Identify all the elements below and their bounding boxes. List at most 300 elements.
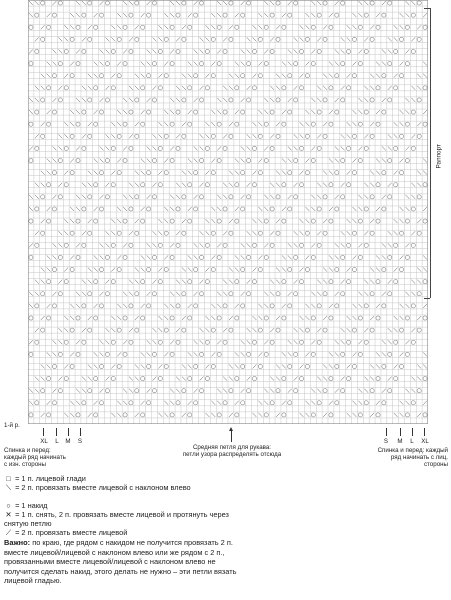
yarn-over-stitch (88, 389, 92, 393)
yarn-over-stitch (270, 340, 274, 344)
yarn-over-stitch (305, 364, 309, 368)
yarn-over-stitch (376, 377, 380, 381)
yarn-over-stitch (223, 243, 227, 247)
yarn-over-stitch (382, 13, 386, 17)
yarn-over-stitch (370, 1, 374, 5)
yarn-over-stitch (141, 183, 145, 187)
yarn-over-stitch (217, 352, 221, 356)
yarn-over-stitch (352, 231, 356, 235)
yarn-over-stitch (141, 413, 145, 417)
yarn-over-stitch (176, 401, 180, 405)
yarn-over-stitch (170, 255, 174, 259)
yarn-over-stitch (405, 352, 409, 356)
yarn-over-stitch (105, 158, 109, 162)
yarn-over-stitch (188, 219, 192, 223)
size-tick (386, 428, 387, 436)
yarn-over-stitch (170, 219, 174, 223)
yarn-over-stitch (399, 74, 403, 78)
yarn-over-stitch (252, 377, 256, 381)
yarn-over-stitch (188, 183, 192, 187)
yarn-over-stitch (335, 401, 339, 405)
yarn-over-stitch (299, 146, 303, 150)
yarn-over-stitch (82, 13, 86, 17)
legend-continued (4, 501, 244, 586)
yarn-over-stitch (217, 158, 221, 162)
yarn-over-stitch (58, 158, 62, 162)
yarn-over-stitch (88, 328, 92, 332)
yarn-over-stitch (358, 219, 362, 223)
size-tick (412, 428, 413, 436)
legend-item (4, 474, 244, 483)
yarn-over-stitch (41, 328, 45, 332)
yarn-over-stitch (305, 231, 309, 235)
yarn-over-stitch (99, 110, 103, 114)
yarn-over-stitch (135, 1, 139, 5)
yarn-over-stitch (217, 255, 221, 259)
yarn-over-stitch (352, 171, 356, 175)
yarn-over-stitch (52, 268, 56, 272)
yarn-over-stitch (52, 74, 56, 78)
size-tick (80, 428, 81, 436)
yarn-over-stitch (99, 268, 103, 272)
yarn-over-stitch (229, 134, 233, 138)
yarn-over-stitch (70, 231, 74, 235)
size-marker-xl: XL (40, 438, 48, 445)
yarn-over-stitch (35, 110, 39, 114)
yarn-over-stitch (111, 49, 115, 53)
yarn-over-stitch (164, 268, 168, 272)
yarn-over-stitch (82, 146, 86, 150)
yarn-over-stitch (105, 1, 109, 5)
yarn-over-stitch (217, 316, 221, 320)
yarn-over-stitch (152, 98, 156, 102)
yarn-over-stitch (382, 207, 386, 211)
yarn-over-stitch (229, 1, 233, 5)
yarn-over-stitch (105, 255, 109, 259)
yarn-over-stitch (82, 340, 86, 344)
yarn-over-stitch (94, 219, 98, 223)
yarn-over-stitch (194, 207, 198, 211)
yarn-over-stitch (170, 25, 174, 29)
yarn-over-stitch (347, 243, 351, 247)
yarn-over-stitch (88, 1, 92, 5)
yarn-over-stitch (52, 401, 56, 405)
yarn-over-stitch (52, 13, 56, 17)
yarn-over-stitch (370, 231, 374, 235)
yarn-over-stitch (329, 280, 333, 284)
yarn-over-stitch (235, 280, 239, 284)
yarn-over-stitch (105, 98, 109, 102)
legend-item (4, 510, 244, 528)
size-tick (56, 428, 57, 436)
yarn-over-stitch (176, 146, 180, 150)
yarn-over-stitch (64, 86, 68, 90)
yarn-over-stitch (294, 352, 298, 356)
repeat-bracket-top (424, 8, 430, 9)
yarn-over-stitch (188, 122, 192, 126)
yarn-over-stitch (47, 280, 51, 284)
size-tick (43, 428, 44, 436)
yarn-over-stitch (135, 328, 139, 332)
yarn-over-stitch (35, 49, 39, 53)
yarn-over-stitch (364, 49, 368, 53)
yarn-over-stitch (347, 146, 351, 150)
yarn-over-stitch (76, 316, 80, 320)
yarn-over-stitch (158, 49, 162, 53)
yarn-over-stitch (335, 74, 339, 78)
yarn-over-stitch (117, 231, 121, 235)
yarn-over-stitch (141, 122, 145, 126)
yarn-over-stitch (52, 304, 56, 308)
yarn-over-stitch (223, 13, 227, 17)
legend-item (4, 483, 244, 492)
legend-text: = 2 п. провязать вместе лицевой с наклоном влево (15, 483, 191, 492)
yarn-over-stitch (35, 304, 39, 308)
yarn-over-stitch (311, 316, 315, 320)
yarn-over-stitch (347, 86, 351, 90)
yarn-over-stitch (158, 280, 162, 284)
yarn-over-stitch (411, 13, 415, 17)
yarn-over-stitch (64, 340, 68, 344)
yarn-over-stitch (152, 255, 156, 259)
yarn-over-stitch (311, 255, 315, 259)
yarn-over-stitch (252, 183, 256, 187)
yarn-over-stitch (270, 146, 274, 150)
yarn-over-stitch (270, 243, 274, 247)
yarn-over-stitch (423, 183, 427, 187)
yarn-over-stitch (411, 401, 415, 405)
yarn-over-stitch (176, 13, 180, 17)
yarn-over-stitch (411, 340, 415, 344)
yarn-over-stitch (305, 134, 309, 138)
yarn-over-stitch (182, 195, 186, 199)
yarn-over-stitch (47, 25, 51, 29)
yarn-over-stitch (129, 207, 133, 211)
yarn-over-stitch (205, 280, 209, 284)
yarn-over-stitch (276, 292, 280, 296)
yarn-over-stitch (305, 37, 309, 41)
yarn-over-stitch (423, 377, 427, 381)
yarn-over-stitch (211, 37, 215, 41)
yarn-over-stitch (158, 377, 162, 381)
yarn-over-stitch (294, 62, 298, 66)
yarn-over-stitch (111, 280, 115, 284)
yarn-over-stitch (52, 364, 56, 368)
yarn-over-stitch (152, 1, 156, 5)
yarn-over-stitch (182, 231, 186, 235)
yarn-over-stitch (311, 158, 315, 162)
yarn-over-stitch (364, 207, 368, 211)
repeat-bracket-bottom (424, 298, 430, 299)
yarn-over-stitch (41, 389, 45, 393)
yarn-over-stitch (288, 304, 292, 308)
yarn-over-stitch (394, 146, 398, 150)
yarn-over-stitch (382, 110, 386, 114)
yarn-over-stitch (247, 62, 251, 66)
yarn-over-stitch (35, 13, 39, 17)
yarn-over-stitch (117, 134, 121, 138)
yarn-over-stitch (29, 316, 33, 320)
yarn-over-stitch (299, 86, 303, 90)
yarn-over-stitch (311, 122, 315, 126)
yarn-over-stitch (58, 98, 62, 102)
yarn-over-stitch (347, 183, 351, 187)
yarn-over-stitch (258, 231, 262, 235)
repeat-label: Раппорт (435, 144, 443, 169)
yarn-over-stitch (76, 158, 80, 162)
yarn-over-stitch (299, 49, 303, 53)
yarn-over-stitch (364, 304, 368, 308)
yarn-over-stitch (370, 328, 374, 332)
yarn-over-stitch (41, 195, 45, 199)
yarn-over-stitch (294, 255, 298, 259)
yarn-over-stitch (411, 49, 415, 53)
yarn-over-stitch (35, 340, 39, 344)
yarn-over-stitch (129, 13, 133, 17)
knitting-chart (28, 0, 428, 424)
size-marker-s: S (383, 438, 389, 445)
yarn-over-stitch (352, 328, 356, 332)
yarn-over-stitch (123, 316, 127, 320)
yarn-over-stitch (111, 86, 115, 90)
yarn-over-stitch (241, 171, 245, 175)
yarn-over-stitch (241, 304, 245, 308)
yarn-over-stitch (164, 37, 168, 41)
yarn-over-stitch (370, 98, 374, 102)
legend-item (4, 528, 244, 537)
yarn-over-stitch (329, 122, 333, 126)
yarn-over-stitch (147, 268, 151, 272)
yarn-over-stitch (82, 110, 86, 114)
yarn-over-stitch (323, 37, 327, 41)
yarn-over-stitch (288, 74, 292, 78)
yarn-over-stitch (194, 171, 198, 175)
yarn-over-stitch (399, 328, 403, 332)
yarn-over-stitch (47, 316, 51, 320)
yarn-over-stitch (329, 25, 333, 29)
yarn-over-stitch (52, 171, 56, 175)
yarn-over-stitch (29, 255, 33, 259)
yarn-over-stitch (241, 364, 245, 368)
yarn-over-stitch (70, 364, 74, 368)
grid-path (28, 0, 428, 424)
yarn-over-stitch (423, 413, 427, 417)
yarn-over-stitch (276, 134, 280, 138)
yarn-over-stitch (341, 1, 345, 5)
yarn-over-stitch (99, 207, 103, 211)
yarn-over-stitch (152, 352, 156, 356)
yarn-over-stitch (288, 364, 292, 368)
yarn-over-stitch (58, 1, 62, 5)
yarn-over-stitch (341, 98, 345, 102)
yarn-over-stitch (341, 195, 345, 199)
center-arrow-line (231, 430, 232, 442)
yarn-over-stitch (358, 122, 362, 126)
yarn-over-stitch (235, 122, 239, 126)
yarn-over-stitch (123, 122, 127, 126)
yarn-over-stitch (229, 195, 233, 199)
yarn-over-stitch (264, 255, 268, 259)
yarn-over-stitch (288, 268, 292, 272)
important-label: Важно: (4, 538, 31, 547)
yarn-over-stitch (199, 195, 203, 199)
yarn-over-stitch (117, 74, 121, 78)
yarn-over-stitch (282, 280, 286, 284)
yarn-over-stitch (70, 268, 74, 272)
yarn-over-stitch (294, 1, 298, 5)
yarn-over-stitch (258, 74, 262, 78)
yarn-over-stitch (370, 389, 374, 393)
yarn-over-stitch (352, 74, 356, 78)
yarn-over-stitch (311, 352, 315, 356)
yarn-over-stitch (411, 207, 415, 211)
yarn-over-stitch (382, 74, 386, 78)
yarn-over-icon: ○ (6, 501, 11, 510)
yarn-over-stitch (164, 231, 168, 235)
yarn-over-stitch (170, 413, 174, 417)
empty-square-icon: □ (6, 474, 11, 483)
yarn-over-stitch (235, 377, 239, 381)
yarn-over-stitch (405, 219, 409, 223)
yarn-over-stitch (41, 231, 45, 235)
yarn-over-stitch (370, 292, 374, 296)
yarn-over-stitch (123, 25, 127, 29)
legend-item (4, 501, 244, 510)
yarn-over-stitch (94, 25, 98, 29)
yarn-over-stitch (294, 389, 298, 393)
yarn-over-stitch (147, 13, 151, 17)
yarn-over-stitch (70, 37, 74, 41)
yarn-over-stitch (35, 146, 39, 150)
yarn-over-stitch (194, 74, 198, 78)
yarn-over-stitch (388, 389, 392, 393)
yarn-over-stitch (41, 37, 45, 41)
yarn-over-stitch (35, 243, 39, 247)
yarn-over-stitch (270, 49, 274, 53)
yarn-over-stitch (194, 268, 198, 272)
yarn-over-stitch (294, 98, 298, 102)
yarn-over-stitch (323, 1, 327, 5)
yarn-over-stitch (323, 292, 327, 296)
yarn-over-stitch (41, 98, 45, 102)
yarn-over-stitch (329, 377, 333, 381)
yarn-over-stitch (223, 207, 227, 211)
yarn-over-stitch (129, 340, 133, 344)
yarn-over-stitch (317, 49, 321, 53)
yarn-over-stitch (194, 110, 198, 114)
yarn-over-stitch (105, 195, 109, 199)
knitting-chart-grid (28, 0, 428, 424)
yarn-over-stitch (123, 158, 127, 162)
yarn-over-stitch (47, 413, 51, 417)
yarn-over-stitch (352, 364, 356, 368)
yarn-over-stitch (76, 25, 80, 29)
yarn-over-stitch (347, 377, 351, 381)
size-marker-l: L (410, 438, 414, 445)
yarn-over-stitch (282, 25, 286, 29)
yarn-over-stitch (329, 316, 333, 320)
yarn-over-stitch (258, 171, 262, 175)
yarn-over-stitch (370, 134, 374, 138)
yarn-over-stitch (211, 231, 215, 235)
yarn-over-stitch (405, 158, 409, 162)
yarn-over-stitch (358, 316, 362, 320)
yarn-over-stitch (335, 364, 339, 368)
yarn-over-stitch (311, 219, 315, 223)
yarn-over-stitch (270, 207, 274, 211)
yarn-over-stitch (276, 1, 280, 5)
yarn-over-stitch (358, 25, 362, 29)
yarn-over-stitch (258, 364, 262, 368)
yarn-over-stitch (152, 389, 156, 393)
yarn-over-stitch (164, 328, 168, 332)
yarn-over-stitch (94, 316, 98, 320)
yarn-over-stitch (82, 207, 86, 211)
yarn-over-stitch (411, 304, 415, 308)
yarn-over-stitch (199, 255, 203, 259)
yarn-over-stitch (205, 146, 209, 150)
yarn-over-stitch (199, 62, 203, 66)
yarn-over-stitch (35, 401, 39, 405)
yarn-over-stitch (217, 122, 221, 126)
yarn-over-stitch (364, 340, 368, 344)
yarn-over-stitch (147, 207, 151, 211)
yarn-over-stitch (394, 183, 398, 187)
yarn-over-stitch (382, 304, 386, 308)
yarn-over-stitch (58, 292, 62, 296)
yarn-over-stitch (182, 292, 186, 296)
yarn-over-stitch (399, 134, 403, 138)
yarn-over-stitch (105, 389, 109, 393)
yarn-over-stitch (364, 146, 368, 150)
yarn-over-stitch (76, 122, 80, 126)
yarn-over-stitch (358, 255, 362, 259)
yarn-over-stitch (370, 195, 374, 199)
yarn-over-stitch (288, 171, 292, 175)
yarn-over-stitch (29, 219, 33, 223)
yarn-over-stitch (394, 49, 398, 53)
yarn-over-stitch (341, 389, 345, 393)
yarn-over-stitch (323, 328, 327, 332)
yarn-over-stitch (123, 219, 127, 223)
yarn-over-stitch (276, 98, 280, 102)
yarn-over-stitch (182, 1, 186, 5)
yarn-over-stitch (205, 243, 209, 247)
yarn-over-stitch (388, 255, 392, 259)
yarn-over-stitch (211, 328, 215, 332)
yarn-over-stitch (258, 37, 262, 41)
yarn-over-stitch (282, 86, 286, 90)
yarn-over-stitch (170, 316, 174, 320)
yarn-over-stitch (58, 255, 62, 259)
yarn-over-stitch (235, 25, 239, 29)
yarn-over-stitch (299, 340, 303, 344)
yarn-over-stitch (364, 110, 368, 114)
yarn-over-stitch (264, 62, 268, 66)
yarn-over-stitch (341, 255, 345, 259)
yarn-over-stitch (158, 340, 162, 344)
yarn-over-stitch (64, 146, 68, 150)
yarn-over-stitch (235, 219, 239, 223)
yarn-over-stitch (358, 413, 362, 417)
yarn-over-stitch (417, 195, 421, 199)
yarn-over-stitch (394, 280, 398, 284)
yarn-over-stitch (417, 231, 421, 235)
yarn-over-stitch (252, 146, 256, 150)
yarn-over-stitch (417, 292, 421, 296)
yarn-over-stitch (135, 98, 139, 102)
yarn-over-stitch (388, 62, 392, 66)
